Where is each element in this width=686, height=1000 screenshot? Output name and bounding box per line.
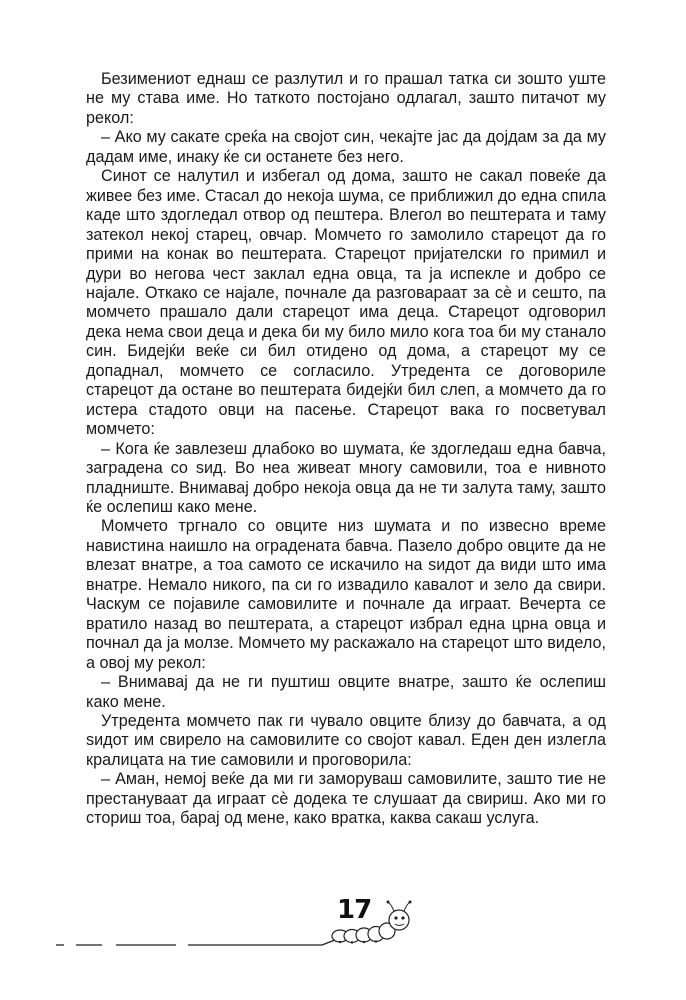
paragraph: – Внимавај да не ги пуштиш овците внатре, зашто ќе ослепиш како мене. xyxy=(86,673,606,711)
paragraph: Момчето тргнало со овците низ шумата и по извесно време навистина наишло на оградената бавча. Пазело добро овците да не влезат внатре, а тоа самото се искачило на ѕидот да види што има внатре. Немало никого, па си го извадило кавалот и зело да свири. Часкум се појавиле самовилите и почнале да играат. Вечерта се вратило назад во пештерата, а старецот избрал една црна овца и почнал да ја молзе. Момчето му раскажало на старецот што видело, а овој му рекол: xyxy=(86,517,606,672)
paragraph: – Ако му сакате среќа на својот син, чекајте јас да дојдам за да му дадам име, инаку ќе си останете без него. xyxy=(86,128,606,166)
paragraph: Утредента момчето пак ги чувало овците близу до бавчата, а од ѕидот им свирело на самовилите со својот кавал. Еден ден излегла кралицата на тие самовили и проговорила: xyxy=(86,711,606,769)
paragraph: – Аман, немој веќе да ми ги заморуваш самовилите, зашто тие не престануваат да играат сѐ додека те слушаат да свириш. Ако ми го сториш тоа, барај од мене, како вратка, каква сакаш услуга. xyxy=(86,770,606,828)
page-number: 17 xyxy=(337,895,372,925)
paragraph: Синот се налутил и избегал од дома, зашто не сакал повеќе да живее без име. Стасал до некоја шума, се приближил до една спила каде што здогледал отвор од пештера. Влегол во пештерата и таму затекол некој старец, овчар. Момчето го замолило старецот да го прими на конак во пештерата. Старецот пријателски го примил и дури во негова чест заклал една овца, та ја испекле и добро се најале. Откако се најале, почнале да разговараат за сѐ и сешто, па момчето прашало дали старецот има деца. Старецот одговорил дека нема свои деца и дека би му било мило кога тоа би му станало син. Бидејќи веќе си бил отидено од дома, а старецот му се допаднал, момчето се согласило. Утредента се договориле старецот да остане во пештерата бидејќи бил слеп, а момчето да го истера стадото овци на пасење. Старецот вака го посветувал момчето: xyxy=(86,167,606,439)
paragraph: Безимениот еднаш се разлутил и го прашал татка си зошто уште не му става име. Но таткото постојано одлагал, зашто питачот му рекол: xyxy=(86,70,606,127)
page-footer xyxy=(0,890,686,950)
story-text xyxy=(86,70,606,829)
paragraph: – Кога ќе завлезеш длабоко во шумата, ќе здогледаш една бавча, заградена со ѕид. Во неа живеат многу самовили, тоа е нивното пладниште. Внимавај добро некоја овца да не ти залута таму, зашто ќе ослепиш како мене. xyxy=(86,439,606,516)
caterpillar-icon xyxy=(328,896,418,946)
